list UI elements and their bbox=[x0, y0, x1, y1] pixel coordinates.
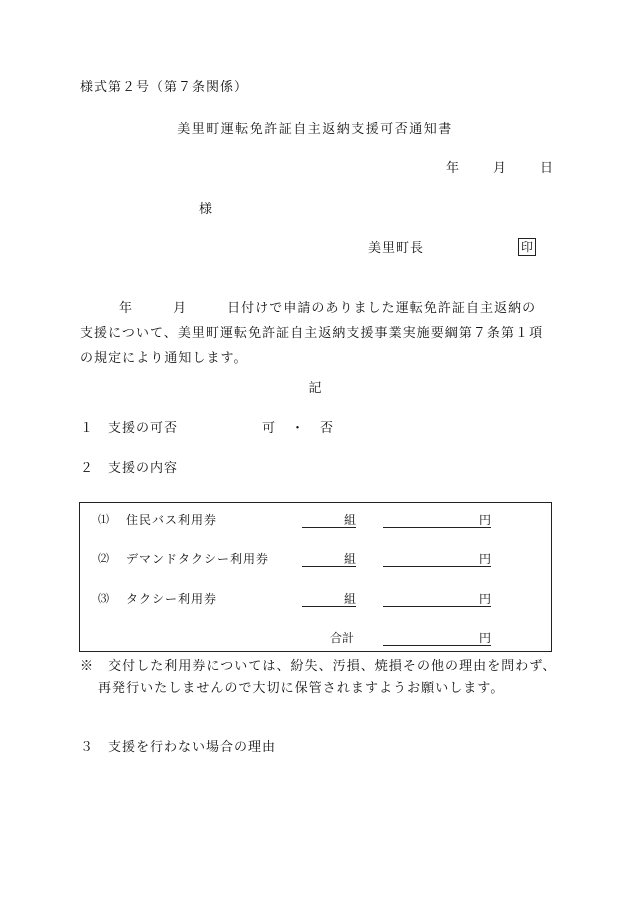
support-table bbox=[79, 502, 552, 652]
body-text: 日付けで申請のありました運転免許証自主返納の支援について、美里町運転免許証自主返納支援事業実施要綱第７条第１項の規定により通知します。 bbox=[80, 301, 544, 366]
item-approval bbox=[80, 421, 178, 437]
date-year: 年 bbox=[446, 161, 460, 176]
sender-name: 美里町長 bbox=[368, 241, 425, 256]
sets-field: 組 bbox=[302, 590, 356, 607]
body-year: 年 bbox=[119, 301, 134, 316]
item-number: １ bbox=[80, 421, 95, 436]
item-content bbox=[80, 461, 178, 477]
approval-no: 否 bbox=[320, 421, 334, 436]
approval-dot: ・ bbox=[291, 421, 305, 436]
date-month: 月 bbox=[493, 161, 507, 176]
total-amount-field: 円 bbox=[383, 629, 491, 646]
approval-yes: 可 bbox=[262, 421, 276, 436]
date-day: 日 bbox=[540, 161, 554, 176]
item-label: 支援の内容 bbox=[108, 461, 179, 476]
item-label: 支援の可否 bbox=[108, 421, 179, 436]
amount-field: 円 bbox=[383, 590, 491, 607]
support-row bbox=[80, 511, 551, 527]
body-month: 月 bbox=[173, 301, 188, 316]
item-label: 支援を行わない場合の理由 bbox=[108, 740, 277, 755]
amount-field: 円 bbox=[383, 550, 491, 567]
row-number: ⑶ bbox=[98, 592, 109, 605]
support-row bbox=[80, 590, 551, 606]
row-label: デマンドタクシー利用券 bbox=[126, 552, 270, 566]
reissue-note: ※ 交付した利用券については、紛失、汚損、焼損その他の理由を問わず、再発行いたしませんので大切に保管されますようお願いします。 bbox=[80, 659, 557, 696]
sets-field: 組 bbox=[302, 511, 356, 528]
row-label: 住民バス利用券 bbox=[126, 513, 218, 527]
item-number: ３ bbox=[80, 740, 95, 755]
issue-date bbox=[446, 161, 553, 177]
total-label: 合計 bbox=[330, 631, 355, 645]
form-number: 様式第２号（第７条関係） bbox=[80, 80, 249, 95]
total-row bbox=[80, 629, 551, 645]
seal-mark: 印 bbox=[518, 238, 536, 256]
row-number: ⑴ bbox=[98, 513, 109, 526]
addressee-suffix: 様 bbox=[199, 202, 213, 217]
support-row bbox=[80, 550, 551, 566]
amount-field: 円 bbox=[383, 511, 491, 528]
sets-field: 組 bbox=[302, 550, 356, 567]
document-title: 美里町運転免許証自主返納支援可否通知書 bbox=[177, 122, 453, 137]
row-label: タクシー利用券 bbox=[126, 592, 218, 606]
row-number: ⑵ bbox=[98, 552, 109, 565]
item-number: ２ bbox=[80, 461, 95, 476]
notice-body bbox=[80, 296, 550, 371]
item-refusal-reason bbox=[80, 740, 276, 756]
ki-heading: 記 bbox=[308, 381, 322, 396]
approval-choice bbox=[262, 421, 349, 437]
